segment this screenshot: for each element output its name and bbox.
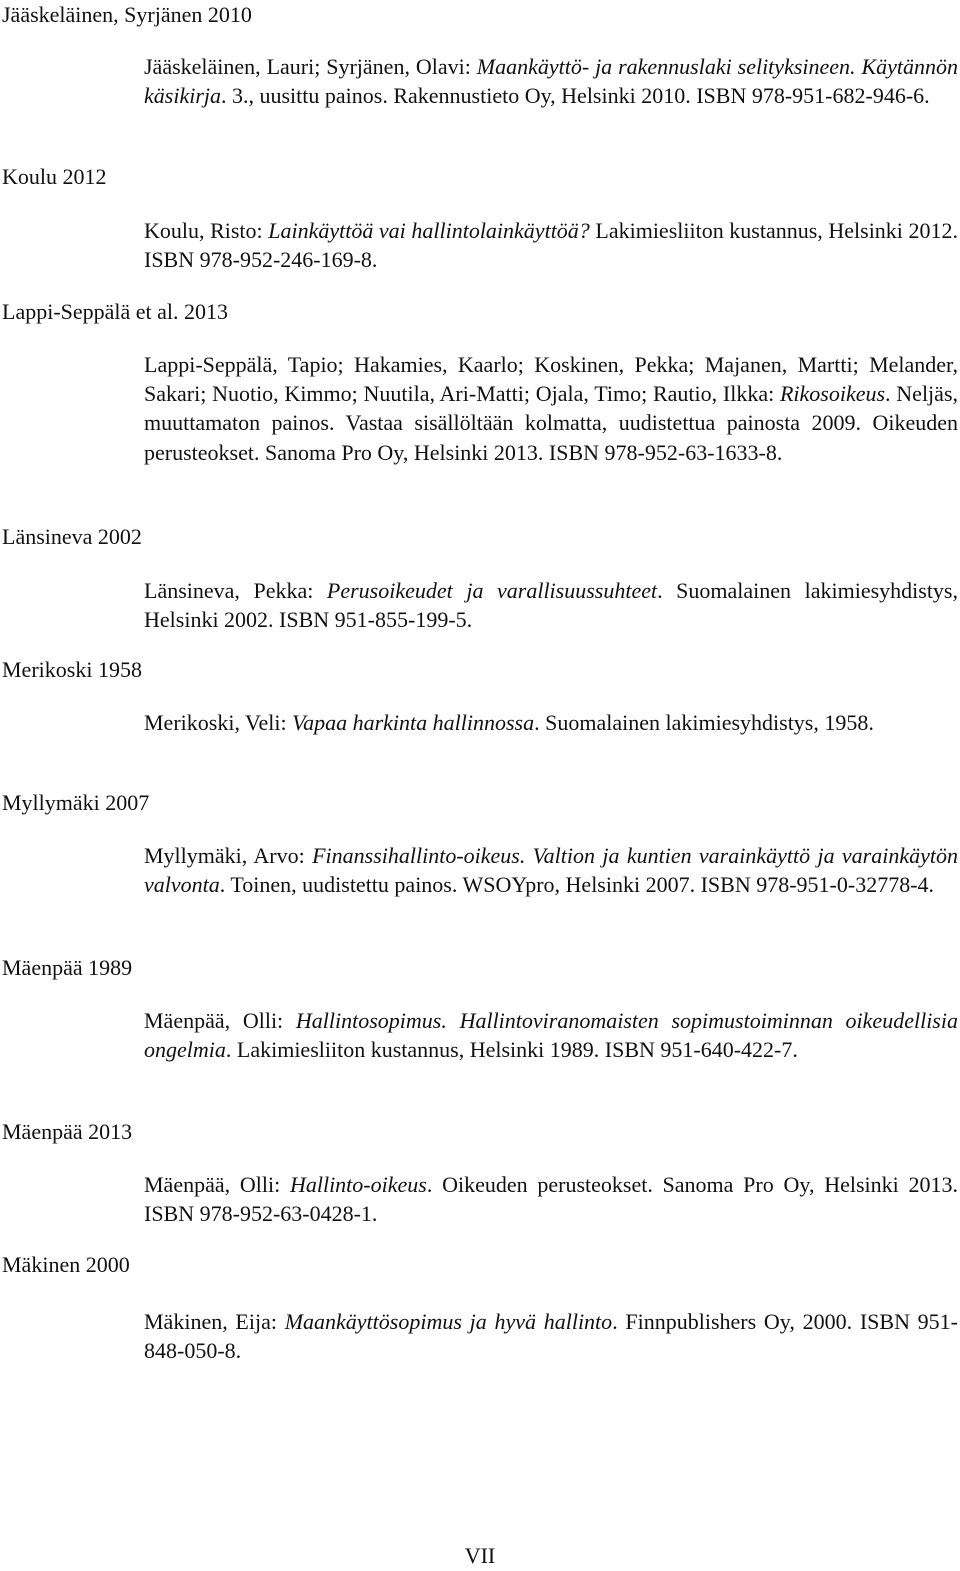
reference-entry bbox=[144, 350, 958, 467]
ref-details: . Neljäs, muuttamaton painos. Vastaa sisällöltään kolmatta, uudistettua painosta 2009. Oikeuden perusteokset. Sanoma Pro Oy, Helsinki 2013. ISBN 978-952-63-1633-8. bbox=[144, 381, 958, 465]
ref-key: Lappi-Seppälä et al. 2013 bbox=[2, 299, 229, 324]
ref-author: Merikoski, Veli: bbox=[144, 710, 293, 735]
reference-entry bbox=[144, 1307, 958, 1365]
reference-entry bbox=[144, 841, 958, 899]
ref-author: Länsineva, Pekka: bbox=[144, 578, 327, 603]
ref-title: Rikosoikeus bbox=[779, 381, 886, 407]
ref-details: . Oikeuden perusteokset. Sanoma Pro Oy, Helsinki 2013. ISBN 978-952-63-0428-1. bbox=[144, 1172, 958, 1227]
ref-key: Merikoski 1958 bbox=[2, 657, 142, 682]
reference-entry bbox=[144, 216, 958, 274]
reference-entry bbox=[144, 1006, 958, 1064]
ref-author: Mäkinen, Eija: bbox=[144, 1309, 285, 1334]
ref-title: Hallinto-oikeus bbox=[289, 1172, 427, 1197]
ref-details: . Lakimiesliiton kustannus, Helsinki 1989. ISBN 951-640-422-7. bbox=[225, 1037, 798, 1063]
ref-title: Vapaa harkinta hallinnossa bbox=[292, 710, 535, 735]
ref-details: Lakimiesliiton kustannus, Helsinki 2012. ISBN 978-952-246-169-8. bbox=[144, 218, 958, 273]
ref-details: . Toinen, uudistettu painos. WSOYpro, Helsinki 2007. ISBN 978-951-0-32778-4. bbox=[219, 872, 935, 898]
ref-title: Perusoikeudet ja varallisuussuhteet bbox=[326, 578, 658, 603]
ref-author: Koulu, Risto: bbox=[144, 218, 269, 243]
ref-author: Myllymäki, Arvo: bbox=[144, 843, 313, 868]
ref-key: Jääskeläinen, Syrjänen 2010 bbox=[2, 2, 252, 27]
reference-entry bbox=[144, 576, 958, 634]
ref-author: Mäenpää, Olli: bbox=[144, 1008, 296, 1033]
ref-key: Myllymäki 2007 bbox=[2, 790, 150, 815]
ref-title: Finanssihallinto-oikeus. Valtion ja kuntien varainkäyttö ja varainkäytön valvonta bbox=[144, 843, 958, 898]
ref-key: Koulu 2012 bbox=[2, 164, 107, 189]
reference-entry bbox=[144, 52, 958, 110]
page-number: VII bbox=[464, 1543, 496, 1568]
ref-title: Lainkäyttöä vai hallintolainkäyttöä? bbox=[268, 218, 590, 243]
ref-title: Maankäyttösopimus ja hyvä hallinto bbox=[284, 1309, 613, 1334]
ref-details: . Suomalainen lakimiesyhdistys, 1958. bbox=[534, 710, 874, 735]
ref-author: Lappi-Seppälä, Tapio; Hakamies, Kaarlo; Koskinen, Pekka; Majanen, Martti; Melander, Sakari; Nuotio, Kimmo; Nuutila, Ari-Matti; Ojala, Timo; Rautio, Ilkka: bbox=[144, 352, 958, 407]
reference-entry bbox=[144, 708, 958, 737]
ref-details: . 3., uusittu painos. Rakennustieto Oy, Helsinki 2010. ISBN 978-951-682-946-6. bbox=[221, 83, 930, 109]
ref-key: Mäenpää 2013 bbox=[2, 1119, 133, 1144]
ref-author: Mäenpää, Olli: bbox=[144, 1172, 290, 1197]
reference-entry bbox=[144, 1170, 958, 1228]
ref-key: Mäkinen 2000 bbox=[2, 1252, 130, 1277]
ref-details: . Finnpublishers Oy, 2000. ISBN 951-848-050-8. bbox=[144, 1309, 959, 1364]
ref-author: Jääskeläinen, Lauri; Syrjänen, Olavi: bbox=[144, 54, 477, 79]
ref-title: Hallintosopimus. Hallintoviranomaisten sopimustoiminnan oikeudellisia ongelmia bbox=[144, 1008, 958, 1063]
ref-details: . Suomalainen lakimiesyhdistys, Helsinki 2002. ISBN 951-855-199-5. bbox=[144, 578, 958, 633]
ref-key: Mäenpää 1989 bbox=[2, 955, 133, 980]
ref-key: Länsineva 2002 bbox=[2, 524, 142, 549]
ref-title: Maankäyttö- ja rakennuslaki selityksineen. Käytännön käsikirja bbox=[144, 54, 958, 109]
